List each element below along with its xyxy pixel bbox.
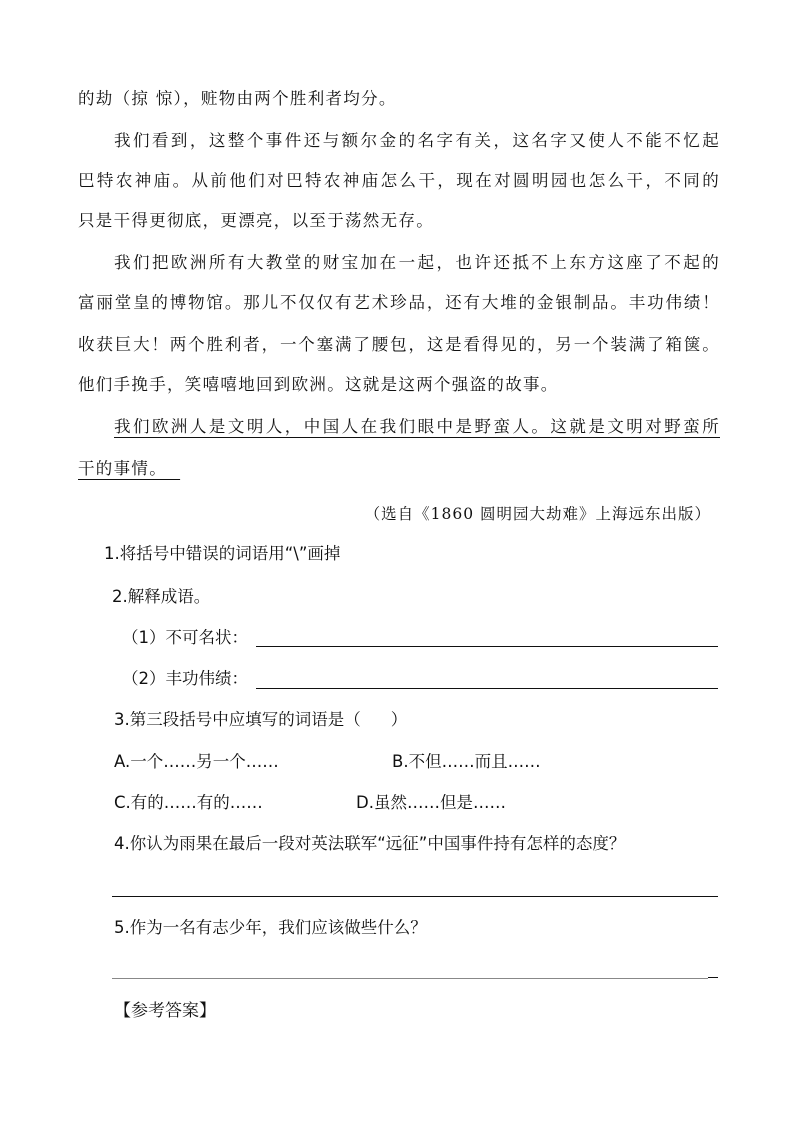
question-4: 4.你认为雨果在最后一段对英法联军“远征”中国事件持有怎样的态度？	[114, 834, 626, 853]
passage-line-1: 的劫（掠 惊），赃物由两个胜利者均分。	[78, 89, 397, 108]
option-a[interactable]: A.一个……另一个……	[114, 752, 279, 771]
option-c[interactable]: C.有的……有的……	[114, 793, 263, 812]
passage-line-2: 我们看到，这整个事件还与额尔金的名字有关，这名字又使人不能不忆起	[114, 131, 720, 150]
answer-line-4[interactable]	[112, 896, 718, 897]
question-3-text: 3.第三段括号中应填写的词语是（	[114, 710, 361, 729]
underlined-text: 干的事情。	[78, 459, 167, 478]
passage-underlined-line-2	[78, 458, 180, 480]
question-2-2-label: （2）丰功伟绩：	[122, 669, 248, 688]
question-3-close: ）	[390, 710, 408, 729]
passage-line-8: 他们手挽手，笑嘻嘻地回到欧洲。这就是这两个强盗的故事。	[78, 375, 559, 394]
question-2: 2.解释成语。	[112, 587, 211, 606]
option-b[interactable]: B.不但……而且……	[392, 752, 541, 771]
source-citation: （选自《1860 圆明园大劫难》上海远东出版）	[364, 505, 711, 523]
question-3	[114, 709, 407, 731]
answer-line-2-1[interactable]	[256, 646, 718, 647]
question-5: 5.作为一名有志少年，我们应该做些什么？	[114, 918, 427, 937]
passage-line-6: 富丽堂皇的博物馆。那儿不仅仅有艺术珍品，还有大堆的金银制品。丰功伟绩！	[78, 293, 720, 312]
passage-line-5: 我们把欧洲所有大教堂的财宝加在一起，也许还抵不上东方这座了不起的	[114, 253, 720, 272]
question-2-1-label: （1）不可名状：	[122, 628, 248, 647]
answer-key-header: 【参考答案】	[114, 1001, 216, 1021]
question-1: 1.将括号中错误的词语用“\”画掉	[104, 544, 341, 563]
answer-line-5[interactable]	[112, 978, 708, 979]
answer-line-5-end	[708, 977, 718, 978]
passage-underlined-line-1: 我们欧洲人是文明人，中国人在我们眼中是野蛮人。这就是文明对野蛮所	[114, 417, 720, 436]
option-d[interactable]: D.虽然……但是……	[356, 793, 506, 812]
passage-line-4: 只是干得更彻底，更漂亮，以至于荡然无存。	[78, 211, 434, 230]
passage-line-7: 收获巨大！两个胜利者，一个塞满了腰包，这是看得见的，另一个装满了箱箧。	[78, 335, 720, 354]
answer-line-2-2[interactable]	[256, 688, 718, 689]
passage-line-3: 巴特农神庙。从前他们对巴特农神庙怎么干，现在对圆明园也怎么干，不同的	[78, 171, 720, 190]
